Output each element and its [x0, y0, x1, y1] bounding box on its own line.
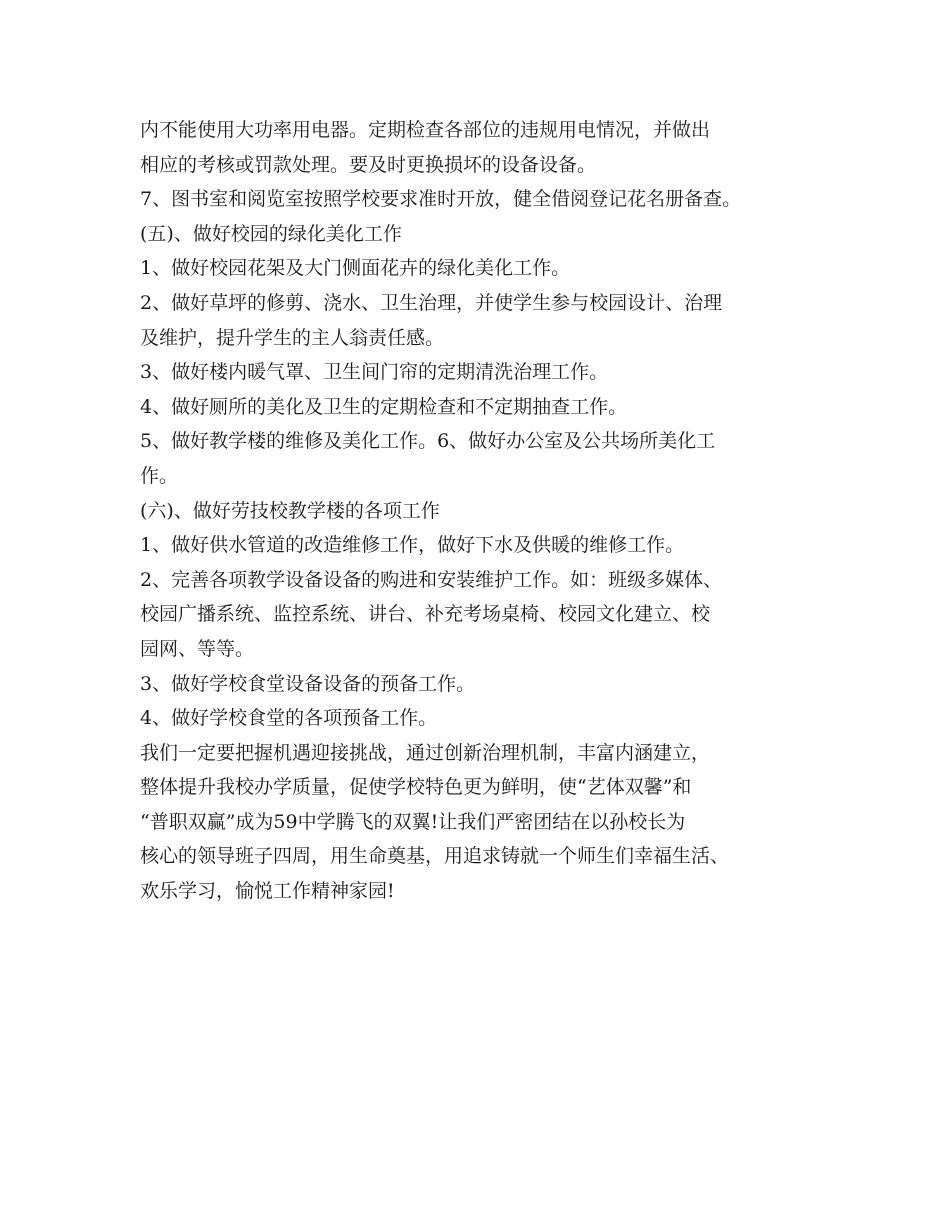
paragraph: [140, 217, 840, 252]
paragraph: [140, 563, 840, 667]
text-line: 3、做好学校食堂设备设备的预备工作。: [140, 672, 476, 695]
text-line: 7、图书室和阅览室按照学校要求准时开放，健全借阅登记花名册备查。: [140, 188, 742, 211]
text-line: “普职双赢”成为59中学腾飞的双翼!让我们严密团结在以孙校长为: [140, 810, 686, 833]
text-line: 2、做好草坪的修剪、浇水、卫生治理，并使学生参与校园设计、治理: [140, 291, 723, 314]
paragraph: [140, 701, 840, 736]
paragraph: [140, 528, 840, 563]
paragraph: [140, 113, 840, 182]
text-line: 1、做好供水管道的改造维修工作，做好下水及供暖的维修工作。: [140, 534, 685, 557]
paragraph: [140, 355, 840, 390]
text-line: 校园广播系统、监控系统、讲台、补充考场桌椅、校园文化建立、校: [140, 603, 711, 626]
paragraph: [140, 286, 840, 355]
paragraph: [140, 667, 840, 702]
text-line: 1、做好校园花架及大门侧面花卉的绿化美化工作。: [140, 257, 571, 280]
text-line: 作。: [140, 464, 179, 487]
paragraph: [140, 494, 840, 529]
text-line: 2、完善各项教学设备设备的购进和安装维护工作。如：班级多媒体、: [140, 568, 723, 591]
text-line: 4、做好学校食堂的各项预备工作。: [140, 707, 438, 730]
text-line: 园网、等等。: [140, 637, 255, 660]
paragraph: [140, 390, 840, 425]
text-line: 整体提升我校办学质量，促使学校特色更为鲜明，使“艺体双馨”和: [140, 776, 692, 799]
text-line: 内不能使用大功率用电器。定期检查各部位的违规用电情况，并做出: [140, 119, 711, 141]
text-line: 4、做好厕所的美化及卫生的定期检查和不定期抽查工作。: [140, 395, 628, 418]
text-line: 欢乐学习，愉悦工作精神家园!: [140, 880, 395, 903]
text-line: 5、做好教学楼的维修及美化工作。6、做好办公室及公共场所美化工: [140, 430, 716, 453]
paragraph: [140, 736, 840, 909]
paragraph: [140, 182, 840, 217]
paragraph: [140, 251, 840, 286]
text-line: 相应的考核或罚款处理。要及时更换损坏的设备设备。: [140, 153, 597, 176]
text-line: 及维护，提升学生的主人翁责任感。: [140, 326, 445, 349]
text-line: (五)、做好校园的绿化美化工作: [140, 222, 402, 245]
text-line: 3、做好楼内暖气罩、卫生间门帘的定期清洗治理工作。: [140, 361, 609, 384]
text-line: 核心的领导班子四周，用生命奠基，用追求铸就一个师生们幸福生活、: [140, 845, 730, 868]
paragraph: [140, 424, 840, 493]
document-body: [140, 113, 840, 909]
text-line: 我们一定要把握机遇迎接挑战，通过创新治理机制，丰富内涵建立，: [140, 741, 711, 764]
text-line: (六)、做好劳技校教学楼的各项工作: [140, 499, 440, 522]
